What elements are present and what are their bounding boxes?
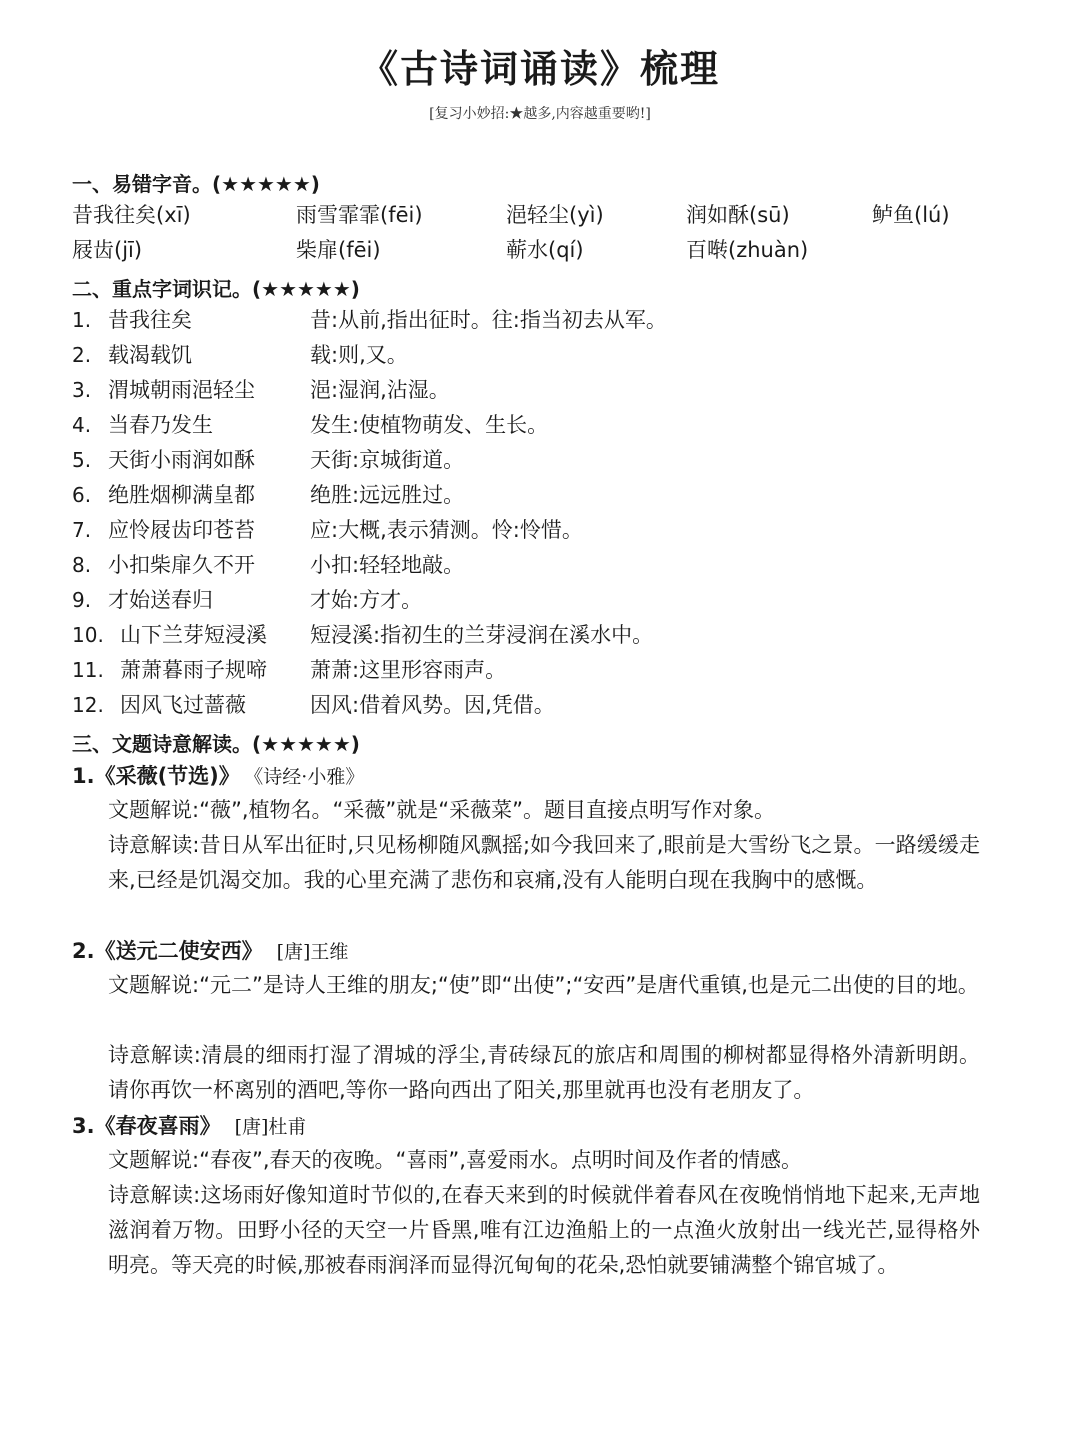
vocab-explanation: 天街:京城街道。 — [310, 448, 465, 472]
pronunciation-item: 柴扉(fēi) — [296, 238, 381, 262]
vocab-explanation: 萧萧:这里形容雨声。 — [310, 658, 507, 682]
vocab-phrase: 渭城朝雨浥轻尘 — [108, 378, 255, 402]
vocab-explanation: 应:大概,表示猜测。怜:怜惜。 — [310, 518, 583, 542]
page-subtitle: [复习小妙招:★越多,内容越重要哟!] — [429, 106, 651, 122]
vocab-explanation: 发生:使植物萌发、生长。 — [310, 413, 549, 437]
vocab-item — [0, 443, 1080, 478]
poem-meaning: 诗意解读:清晨的细雨打湿了渭城的浮尘,青砖绿瓦的旅店和周围的柳树都显得格外清新明朗。请你再饮一杯离别的酒吧,等你一路向西出了阳关,那里就再也没有老朋友了。 — [108, 1043, 980, 1102]
pronunciation-item: 屐齿(jī) — [72, 238, 143, 262]
pronunciation-item: 鲈鱼(lú) — [872, 203, 950, 227]
pronunciation-item: 昔我往矣(xī) — [72, 203, 191, 227]
vocab-item — [0, 513, 1080, 548]
vocab-explanation: 小扣:轻轻地敲。 — [310, 553, 465, 577]
poem-meaning: 诗意解读:昔日从军出征时,只见杨柳随风飘摇;如今我回来了,眼前是大雪纷飞之景。一路缓缓走来,已经是饥渴交加。我的心里充满了悲伤和哀痛,没有人能明白现在我胸中的感慨。 — [108, 833, 980, 892]
vocab-phrase: 因风飞过蔷薇 — [120, 693, 246, 717]
vocab-number: 11. — [72, 658, 104, 682]
vocab-number: 2. — [72, 343, 92, 367]
vocab-phrase: 昔我往矣 — [108, 308, 192, 332]
vocab-phrase: 天街小雨润如酥 — [108, 448, 255, 472]
vocab-item — [0, 618, 1080, 653]
vocab-explanation: 昔:从前,指出征时。往:指当初去从军。 — [310, 308, 667, 332]
vocab-number: 5. — [72, 448, 92, 472]
pronunciation-item: 润如酥(sū) — [686, 203, 790, 227]
poem-author: [唐]杜甫 — [234, 1116, 307, 1138]
vocab-item — [0, 303, 1080, 338]
poem-author: 《诗经·小雅》 — [253, 766, 365, 788]
vocab-item — [0, 373, 1080, 408]
poem-heading — [72, 760, 364, 790]
section-heading-vocabulary: 二、重点字词识记。(★★★★★) — [72, 277, 360, 301]
poem-title: 3.《春夜喜雨》 — [72, 1114, 221, 1138]
vocab-number: 12. — [72, 693, 104, 717]
vocab-item — [0, 478, 1080, 513]
pronunciation-item: 百啭(zhuàn) — [686, 238, 809, 262]
vocab-item — [0, 548, 1080, 583]
vocab-explanation: 因风:借着风势。因,凭借。 — [310, 693, 555, 717]
poem-author: [唐]王维 — [276, 941, 349, 963]
vocab-item — [0, 583, 1080, 618]
vocab-item — [0, 653, 1080, 688]
vocab-number: 6. — [72, 483, 92, 507]
vocab-explanation: 浥:湿润,沾湿。 — [310, 378, 450, 402]
vocab-item — [0, 408, 1080, 443]
vocab-phrase: 绝胜烟柳满皇都 — [108, 483, 255, 507]
poem-title: 1.《采薇(节选)》 — [72, 764, 240, 788]
poem-title-explanation: 文题解说:“元二”是诗人王维的朋友;“使”即“出使”;“安西”是唐代重镇,也是元二出使的目的地。 — [108, 973, 979, 997]
poem-title-explanation: 文题解说:“薇”,植物名。“采薇”就是“采薇菜”。题目直接点明写作对象。 — [108, 798, 776, 822]
section-heading-pronunciation: 一、易错字音。(★★★★★) — [72, 172, 320, 196]
poem-heading — [72, 1110, 306, 1140]
vocab-phrase: 才始送春归 — [108, 588, 213, 612]
vocab-explanation: 才始:方才。 — [310, 588, 423, 612]
vocab-item — [0, 338, 1080, 373]
poem-title-explanation: 文题解说:“春夜”,春天的夜晚。“喜雨”,喜爱雨水。点明时间及作者的情感。 — [108, 1148, 802, 1172]
pronunciation-row — [0, 198, 1080, 233]
vocab-phrase: 当春乃发生 — [108, 413, 213, 437]
vocab-number: 8. — [72, 553, 92, 577]
vocab-phrase: 山下兰芽短浸溪 — [120, 623, 267, 647]
pronunciation-item: 蕲水(qí) — [506, 238, 584, 262]
poem-title: 2.《送元二使安西》 — [72, 939, 263, 963]
vocab-explanation: 短浸溪:指初生的兰芽浸润在溪水中。 — [310, 623, 654, 647]
vocab-phrase: 应怜屐齿印苍苔 — [108, 518, 255, 542]
section-heading-poems: 三、文题诗意解读。(★★★★★) — [72, 732, 360, 756]
vocab-number: 1. — [72, 308, 92, 332]
vocab-explanation: 载:则,又。 — [310, 343, 408, 367]
vocab-item — [0, 688, 1080, 723]
vocab-number: 7. — [72, 518, 92, 542]
vocab-phrase: 小扣柴扉久不开 — [108, 553, 255, 577]
page-title: 《古诗词诵读》梳理 — [359, 47, 720, 91]
vocab-phrase: 萧萧暮雨子规啼 — [120, 658, 267, 682]
poem-heading — [72, 935, 348, 965]
vocab-number: 10. — [72, 623, 104, 647]
pronunciation-item: 浥轻尘(yì) — [506, 203, 604, 227]
vocab-number: 4. — [72, 413, 92, 437]
vocab-number: 3. — [72, 378, 92, 402]
vocab-number: 9. — [72, 588, 92, 612]
vocab-phrase: 载渴载饥 — [108, 343, 192, 367]
poem-meaning: 诗意解读:这场雨好像知道时节似的,在春天来到的时候就伴着春风在夜晚悄悄地下起来,无声地滋润着万物。田野小径的天空一片昏黑,唯有江边渔船上的一点渔火放射出一线光芒,显得格外明亮。等天亮的时候,那被春雨润泽而显得沉甸甸的花朵,恐怕就要铺满整个锦官城了。 — [108, 1183, 980, 1277]
vocab-explanation: 绝胜:远远胜过。 — [310, 483, 465, 507]
pronunciation-row — [0, 233, 1080, 268]
pronunciation-item: 雨雪霏霏(fēi) — [296, 203, 423, 227]
